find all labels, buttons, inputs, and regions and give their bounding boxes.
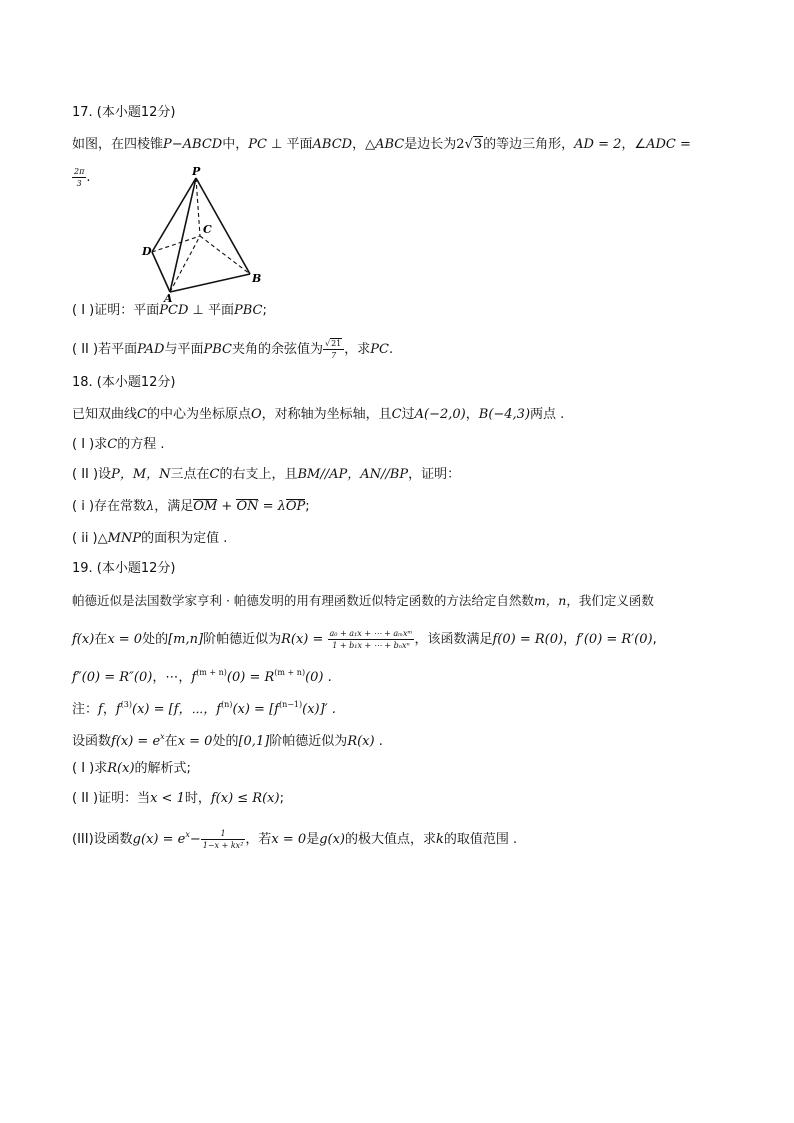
q18-sub2-text: ( ii ) (72, 531, 98, 546)
q17-part2-text: 夹角的余弦值为 (231, 342, 323, 357)
q19-text: ，我们定义函数 (566, 593, 654, 608)
q19-fx: f(x) (72, 632, 95, 647)
edge-cb (200, 236, 250, 274)
q19-rx: R(x) (107, 761, 135, 776)
q18-stem-text: ，对称轴为坐标轴，且 (261, 407, 392, 422)
q17-plane-pad: PAD (137, 342, 165, 357)
q19-eq: (0) = R (226, 670, 275, 685)
q19-x0: x = 0 (107, 632, 143, 647)
q19-text: 阶帕德近似为 (203, 632, 282, 647)
edge-pa (170, 178, 196, 292)
q19-x0: x = 0 (271, 832, 307, 847)
q17-part1 (72, 302, 734, 320)
q19-sep: ， (563, 632, 577, 647)
q19-part2-text: 时， (184, 791, 211, 806)
q17-angle-symbol: ，∠ (621, 137, 647, 152)
q19-note-expr: (x)]′ . (302, 702, 336, 717)
q18-curve-c: C (137, 407, 147, 422)
q19-note (72, 696, 734, 719)
q17-plane-pbc: PBC (203, 342, 232, 357)
q17-abc: ABC (375, 137, 405, 152)
q17-angle-fraction (72, 166, 86, 189)
q18-part2-text: 的右支上，且 (219, 467, 298, 482)
q19-cond1: f(0) = R(0) (492, 632, 564, 647)
q19-sup: (n) (221, 700, 233, 709)
q17-part2 (72, 338, 734, 361)
q18-origin-o: O (250, 407, 262, 422)
q17-stem-text: 中， (222, 137, 249, 152)
q19-part3-text: (III)设函数 (72, 832, 133, 847)
q19-text: ，⋯， (152, 670, 192, 685)
q19-line2 (72, 628, 734, 651)
q17-pc: PC (248, 137, 267, 152)
q18-vector-om: OM (193, 499, 218, 514)
q18-points-pmn: P，M，N (111, 467, 171, 482)
q17-stem: 如图，在四棱锥P−ABCD中，PC ⊥ 平面ABCD，△ABC是边长为2√3的等边三角形，AD = 2，∠ADC = (72, 137, 691, 152)
pyramid-svg (140, 164, 270, 304)
q19-part1-text: 的解析式; (134, 761, 191, 776)
q17-stem-text: 的等边三角形， (483, 137, 575, 152)
q19-x-lt-1: x < 1 (150, 791, 185, 806)
q18-point-b: B(−4,3) (478, 407, 531, 422)
q19-x0: x = 0 (177, 734, 213, 749)
q19-part1-text: ( I )求 (72, 761, 108, 776)
q19-f: f (115, 702, 121, 717)
q17-plane-pbc: PBC (233, 303, 263, 318)
label-d: D (142, 245, 152, 258)
q19-g-num: 1 (201, 828, 246, 840)
q19-order-mn: [m,n] (168, 632, 204, 647)
q18-stem-text: 两点 . (530, 407, 565, 422)
q19-f: f (98, 702, 103, 717)
q18-sub1-text: ( i )存在常数 (72, 499, 147, 514)
q18-part1-text: ( I )求 (72, 437, 108, 452)
edge-pd (152, 178, 196, 252)
q17-plane-pcd: PCD (159, 303, 189, 318)
q18-stem (72, 406, 734, 424)
q18-stem-text: 过 (401, 407, 415, 422)
q18-lambda: λ (146, 499, 155, 514)
q18-stem-text: 已知双曲线 (72, 407, 138, 422)
q17-part2-text: 与平面 (164, 342, 204, 357)
edge-pc (196, 178, 200, 236)
label-a: A (164, 292, 173, 304)
q19-end: , (652, 632, 657, 647)
q18-part2-text: 三点在 (170, 467, 210, 482)
q19-g-fraction (201, 828, 246, 851)
label-b: B (252, 272, 262, 285)
q19-sup: (m + n) (274, 668, 306, 677)
label-c: C (203, 223, 212, 236)
q19-gx: g(x) = e (132, 832, 186, 847)
q17-header-text: 17. (本小题12分) (72, 105, 176, 120)
q17-stem-text: ， (352, 137, 366, 152)
q19-fx-exp: f(x) = e (111, 734, 161, 749)
q18-vector-op: OP (285, 499, 306, 514)
q18-vector-on: ON (236, 499, 259, 514)
q19-part3-text: ，若 (245, 832, 272, 847)
q18-part2-text: ，证明： (408, 467, 461, 482)
q17-frac-num: 2π (74, 167, 85, 176)
q17-cosine-fraction: $\frac{√21}{7}$ (323, 338, 344, 361)
q19-text: 帕德近似是法国数学家亨利 · 帕德发明的用有理函数近似特定函数的方法给定自然数 (72, 593, 534, 608)
q17-cos-den: 7 (331, 351, 337, 360)
q17-ad-eq: AD = 2 (574, 137, 622, 152)
q19-text: ，该函数满足 (414, 632, 493, 647)
q18-sub1-text: ，满足 (154, 499, 194, 514)
q17-pyramid-name: P−ABCD (163, 137, 223, 152)
q19-part3-text: 的取值范围 . (443, 832, 518, 847)
q19-text: 阶帕德近似为 (269, 734, 348, 749)
q19-end: . (374, 734, 383, 749)
q19-text: 在 (94, 632, 108, 647)
q18-curve-c: C (391, 407, 402, 422)
q18-part1 (72, 436, 734, 454)
q17-header (72, 104, 734, 122)
q19-f: f (216, 702, 222, 717)
q18-header (72, 374, 734, 392)
q17-part1-end: ; (262, 303, 267, 318)
q17-part1-text: ( I )证明：平面 (72, 303, 160, 318)
q19-text: 处的 (212, 734, 239, 749)
q19-f: f (191, 670, 197, 685)
q19-pade-fraction (328, 628, 415, 651)
q18-point-a: A(−2,0) (414, 407, 466, 422)
q19-cond2: f′(0) = R′(0) (576, 632, 653, 647)
q19-pade-den: 1 + b₁x + ⋯ + bₙxⁿ (332, 641, 410, 650)
q19-text: 在 (164, 734, 178, 749)
q18-sep: ， (465, 407, 479, 422)
q19-header (72, 560, 734, 578)
q18-subpart1 (72, 498, 734, 516)
q18-stem-text: 的中心为坐标原点 (146, 407, 251, 422)
edge-da (152, 252, 170, 292)
q19-cond3: f″(0) = R″(0) (72, 670, 153, 685)
q18-part2 (72, 466, 734, 484)
q18-parallel-conditions: BM//AP，AN//BP (297, 467, 409, 482)
q19-k: k (436, 832, 444, 847)
q19-sup: (n−1) (278, 700, 303, 709)
q19-rx: R(x) = (281, 632, 324, 647)
q17-period: . (86, 170, 91, 185)
q19-line1 (72, 592, 734, 610)
q18-triangle-mnp: MNP (107, 531, 142, 546)
q17-side-coef: 2 (456, 137, 465, 152)
q17-frac-den: 3 (76, 179, 82, 188)
q19-sup: (3) (120, 700, 132, 709)
q17-triangle-symbol: △ (365, 137, 376, 152)
q19-part2-text: ( II )证明：当 (72, 791, 151, 806)
label-p: P (192, 165, 201, 178)
q18-sub2-text: 的面积为定值 . (141, 531, 228, 546)
q19-note-expr: (x) = [f (232, 702, 279, 717)
q19-text: 设函数 (72, 734, 112, 749)
q19-note-label: 注： (72, 702, 99, 717)
q19-gx: g(x) (319, 832, 345, 847)
q17-abcd: ABCD (312, 137, 353, 152)
q17-part2-text: ( II )若平面 (72, 342, 138, 357)
q18-sub1-end: ; (305, 499, 310, 514)
q18-curve-c: C (107, 437, 118, 452)
q19-part2 (72, 790, 734, 808)
q18-header-text: 18. (本小题12分) (72, 375, 176, 390)
q19-inequality: f(x) ≤ R(x) (210, 791, 280, 806)
q17-part2-text: ，求 (344, 342, 371, 357)
q19-order-01: [0,1] (238, 734, 270, 749)
q19-part3-text: 的极大值点，求 (345, 832, 437, 847)
q19-note-expr: (x) = [f，⋯， (132, 702, 217, 717)
q19-part1 (72, 760, 734, 778)
q17-stem-text: 如图，在四棱锥 (72, 137, 164, 152)
q19-part3-text: 是 (306, 832, 320, 847)
q19-part3 (72, 826, 734, 851)
q19-rx: R(x) (347, 734, 375, 749)
edge-ab (170, 274, 250, 292)
q17-part2-end: . (389, 342, 394, 357)
q19-text: 处的 (142, 632, 169, 647)
q17-perp: ⊥ (266, 137, 287, 152)
q18-triangle-symbol: △ (97, 531, 108, 546)
q18-part2-text: ( II )设 (72, 467, 112, 482)
q18-curve-c: C (209, 467, 220, 482)
q19-sup: (m + n) (196, 668, 227, 677)
q19-g-den: 1−x + kx² (202, 841, 244, 850)
q17-adc-eq: ADC = (646, 137, 691, 152)
q18-part1-text: 的方程 . (117, 437, 165, 452)
q19-minus: − (189, 832, 201, 847)
q17-part1-text: ⊥ 平面 (188, 303, 234, 318)
q19-mn: m，n (533, 593, 567, 608)
q17-side-radicand: 3 (473, 137, 483, 152)
q18-equals-lambda: = λ (258, 499, 286, 514)
q19-header-text: 19. (本小题12分) (72, 561, 176, 576)
q19-part2-end: ; (279, 791, 284, 806)
q17-stem-text: 是边长为 (404, 137, 457, 152)
q19-eq-end: (0) . (305, 670, 332, 685)
q19-sup: x (160, 732, 165, 741)
q18-subpart2 (72, 530, 734, 548)
pyramid-figure (140, 164, 270, 304)
q17-pc: PC (370, 342, 389, 357)
q19-sep: ， (102, 702, 116, 717)
q17-stem-text: 平面 (286, 137, 313, 152)
q18-plus: + (217, 499, 237, 514)
q19-sup: x (185, 830, 190, 839)
q17-cos-num: 21 (331, 339, 342, 348)
q19-line3 (72, 664, 734, 687)
q19-line5 (72, 728, 734, 751)
q19-pade-num: a₀ + a₁x + ⋯ + aₘxᵐ (329, 629, 413, 638)
